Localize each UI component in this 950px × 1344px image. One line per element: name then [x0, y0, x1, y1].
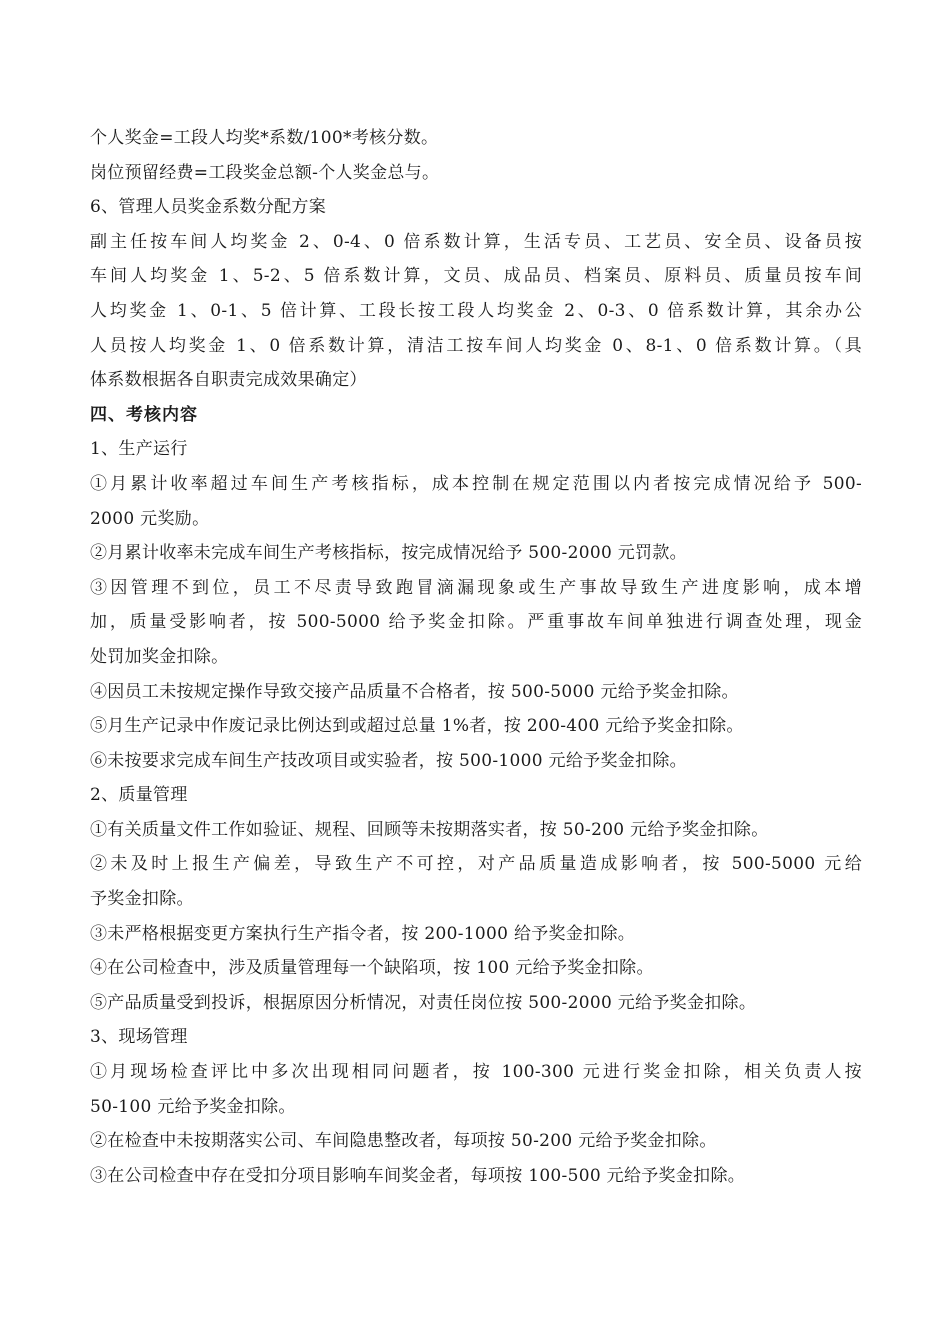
list-item-line: ④因员工未按规定操作导致交接产品质量不合格者，按 500-5000 元给予奖金扣除。	[90, 681, 739, 702]
list-item-line: 2000 元奖励。	[90, 508, 210, 529]
list-item-line: ②月累计收率未完成车间生产考核指标，按完成情况给予 500-2000 元罚款。	[90, 543, 687, 564]
list-item-line: ④在公司检查中，涉及质量管理每一个缺陷项，按 100 元给予奖金扣除。	[90, 958, 654, 979]
list-item-line: ⑤月生产记录中作废记录比例达到或超过总量 1%者，按 200-400 元给予奖金扣除。	[90, 716, 744, 737]
list-item-line: ②未及时上报生产偏差，导致生产不可控，对产品质量造成影响者，按 500-5000 元给	[90, 854, 862, 875]
list-item-line: ①月现场检查评比中多次出现相同问题者，按 100-300 元进行奖金扣除，相关负责人按	[90, 1062, 862, 1083]
paragraph-line: 副主任按车间人均奖金 2、0-4、0 倍系数计算，生活专员、工艺员、安全员、设备员按	[90, 231, 862, 252]
list-item-line: 处罚加奖金扣除。	[90, 646, 229, 667]
section-6-title: 6、管理人员奖金系数分配方案	[90, 197, 327, 218]
formula-reserved-fund: 岗位预留经费=工段奖金总额-个人奖金总与。	[90, 162, 440, 183]
list-item-line: ③因管理不到位，员工不尽责导致跑冒滴漏现象或生产事故导致生产进度影响，成本增	[90, 577, 862, 598]
subheading-site: 3、现场管理	[90, 1027, 188, 1048]
paragraph-line: 人员按人均奖金 1、0 倍系数计算，清洁工按车间人均奖金 0、8-1、0 倍系数计算。（具	[90, 335, 862, 356]
list-item-line: ①月累计收率超过车间生产考核指标，成本控制在规定范围以内者按完成情况给予 500-	[90, 473, 862, 494]
list-item-line: ⑥未按要求完成车间生产技改项目或实验者，按 500-1000 元给予奖金扣除。	[90, 750, 687, 771]
subheading-production: 1、生产运行	[90, 439, 188, 460]
list-item-line: 加，质量受影响者，按 500-5000 给予奖金扣除。严重事故车间单独进行调查处理，现金	[90, 612, 862, 633]
paragraph-line: 体系数根据各自职责完成效果确定）	[90, 370, 367, 391]
list-item-line: ③在公司检查中存在受扣分项目影响车间奖金者，每项按 100-500 元给予奖金扣除。	[90, 1165, 746, 1186]
list-item-line: ②在检查中未按期落实公司、车间隐患整改者，每项按 50-200 元给予奖金扣除。	[90, 1131, 717, 1152]
formula-personal-bonus: 个人奖金=工段人均奖*系数/100*考核分数。	[90, 128, 439, 148]
subheading-quality: 2、质量管理	[90, 785, 188, 806]
list-item-line: ①有关质量文件工作如验证、规程、回顾等未按期落实者，按 50-200 元给予奖金扣除。	[90, 819, 769, 840]
heading-assessment-content: 四、考核内容	[90, 404, 198, 425]
list-item-line: 予奖金扣除。	[90, 889, 194, 910]
paragraph-line: 人均奖金 1、0-1、5 倍计算、工段长按工段人均奖金 2、0-3、0 倍系数计算，其余办公	[90, 300, 862, 321]
list-item-line: ⑤产品质量受到投诉，根据原因分析情况，对责任岗位按 500-2000 元给予奖金扣除。	[90, 992, 757, 1013]
document-page	[90, 121, 862, 1193]
paragraph-line: 车间人均奖金 1、5-2、5 倍系数计算，文员、成品员、档案员、原料员、质量员按车间	[90, 266, 862, 287]
list-item-line: 50-100 元给予奖金扣除。	[90, 1096, 296, 1117]
list-item-line: ③未严格根据变更方案执行生产指令者，按 200-1000 给予奖金扣除。	[90, 923, 636, 944]
